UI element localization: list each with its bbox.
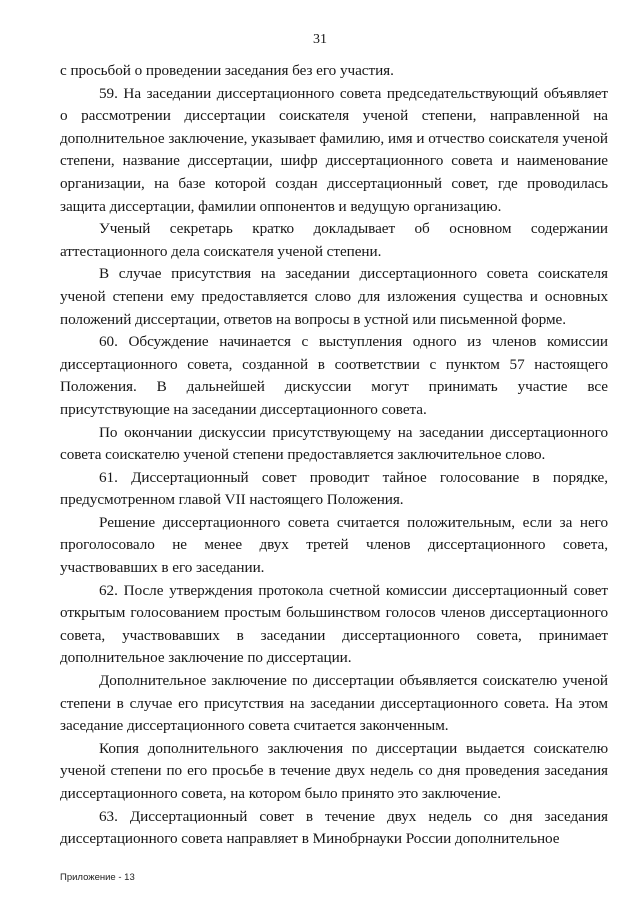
paragraph-item-62: 62. После утверждения протокола счетной комиссии диссертационный совет открытым голосованием простым большинством голосов членов диссертационного совета, участвовавших в заседании диссертационного совета, принимает дополнительное заключение по диссертации. (60, 581, 608, 667)
paragraph-item-61: 61. Диссертационный совет проводит тайное голосование в порядке, предусмотренном главой VII настоящего Положения. (60, 468, 608, 509)
paragraph-continuation: с просьбой о проведении заседания без его участия. (60, 62, 394, 79)
paragraph-copy-issuance: Копия дополнительного заключения по диссертации выдается соискателю ученой степени по его просьбе в течение двух недель со дня проведения заседания диссертационного совета, на котором было принято это заключение. (60, 739, 608, 802)
paragraph-applicant-speech: В случае присутствия на заседании диссертационного совета соискателя ученой степени ему предоставляется слово для изложения существа и основных положений диссертации, ответов на вопросы в устной или письменной форме. (60, 265, 608, 328)
paragraph-item-63: 63. Диссертационный совет в течение двух недель со дня заседания диссертационного совета направляет в Минобрнауки России дополнительное (60, 807, 608, 848)
paragraph-decision: Решение диссертационного совета считается положительным, если за него проголосовало не менее двух третей членов диссертационного совета, участвовавших в его заседании. (60, 513, 608, 577)
paragraph-secretary-report: Ученый секретарь кратко докладывает об основном содержании аттестационного дела соискателя ученой степени. (60, 220, 608, 260)
page-number: 31 (313, 32, 327, 47)
paragraph-item-60: 60. Обсуждение начинается с выступления одного из членов комиссии диссертационного совета, созданной в соответствии с пунктом 57 настоящего Положения. В дальнейшей дискуссии могут принимать участие все присутствующие на заседании диссертационного совета. (60, 333, 608, 418)
paragraph-final-word: По окончании дискуссии присутствующему на заседании диссертационного совета соискателю ученой степени предоставляется заключительное слово. (60, 423, 608, 464)
document-body (60, 60, 608, 851)
paragraph-announcement: Дополнительное заключение по диссертации объявляется соискателю ученой степени в случае его присутствия на заседании диссертационного совета. На этом заседание диссертационного совета считается законченным. (60, 672, 608, 735)
paragraph-item-59: 59. На заседании диссертационного совета председательствующий объявляет о рассмотрении диссертации соискателя ученой степени, направленной на дополнительное заключение, указывает фамилию, имя и отчество соискателя ученой степени, название диссертации, шифр диссертационного совета и наименование организации, на базе которой создан диссертационный совет, где проводилась защита диссертации, фамилии оппонентов и ведущую организацию. (60, 84, 608, 215)
footer-appendix-label: Приложение - 13 (60, 872, 135, 883)
